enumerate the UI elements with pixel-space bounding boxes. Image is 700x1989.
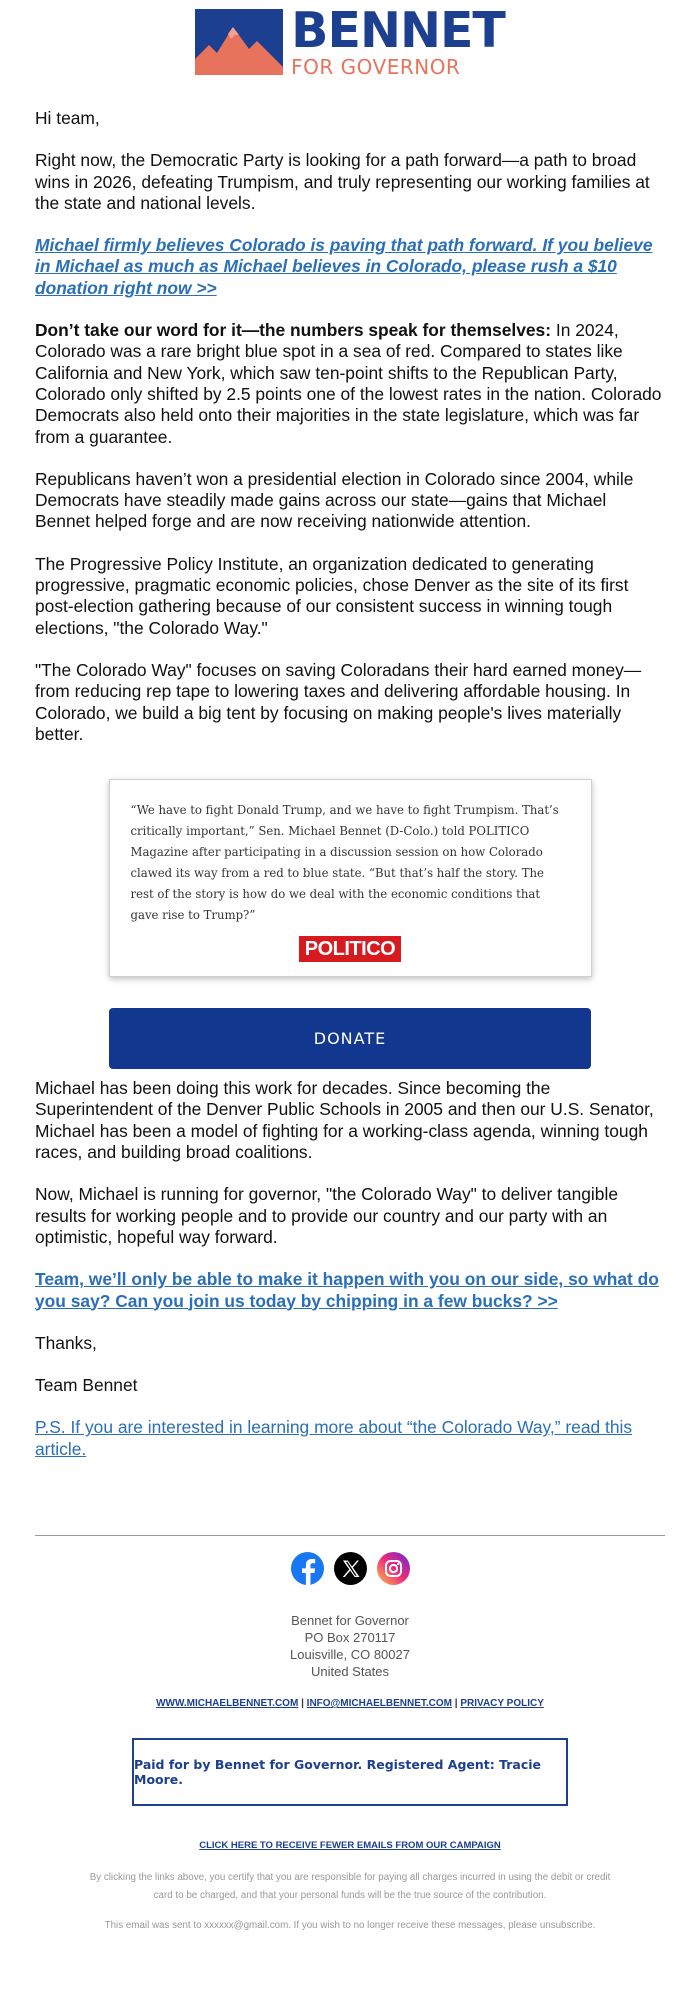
email-body — [0, 108, 700, 745]
paragraph-intro: Right now, the Democratic Party is looking for a path forward—a path to broad wins in 2026, defeating Trumpism, and truly representing our working families at the state and national levels. — [35, 150, 650, 213]
address-org: Bennet for Governor — [291, 1612, 409, 1628]
sent-to-notice: This email was sent to xxxxxx@gmail.com. If you wish to no longer receive these messages, please unsubscribe. — [104, 1919, 596, 1931]
instagram-icon[interactable] — [377, 1552, 410, 1585]
paragraph-numbers-lead: Don’t take our word for it—the numbers speak for themselves: — [35, 320, 552, 341]
mailing-address — [0, 1612, 700, 1680]
logo-name: BENNET — [291, 2, 505, 59]
header — [0, 0, 700, 108]
social-links — [0, 1552, 700, 1585]
quote-text: “We have to fight Donald Trump, and we have to fight Trumpism. That’s critically important,” Sen. Michael Bennet (D-Colo.) told POLITICO Magazine after participating in a discussion session on how Colorado clawed its way from a red to blue state. “But that’s half the story. The rest of the story is how do we deal with the economic conditions that gave rise to Trump?” — [130, 803, 559, 923]
paragraph-decades: Michael has been doing this work for decades. Since becoming the Superintendent of the Denver Public Schools in 2005 and then our U.S. Senator, Michael has been a model of fighting for a working-class agenda, winning tough races, and building broad coalitions. — [35, 1078, 654, 1163]
email-link[interactable]: INFO@MICHAELBENNET.COM — [306, 1697, 452, 1709]
politico-logo: POLITICO — [299, 936, 401, 962]
donate-link-chip-in[interactable]: Team, we’ll only be able to make it happen with you on our side, so what do you say? Can you join us today by chipping in a few bucks? >> — [35, 1269, 659, 1311]
link-separator: | — [454, 1697, 458, 1709]
campaign-logo[interactable] — [195, 2, 505, 79]
signature: Team Bennet — [35, 1375, 138, 1396]
closing-thanks: Thanks, — [35, 1332, 97, 1353]
paragraph-ppi: The Progressive Policy Institute, an organization dedicated to generating progressive, pragmatic economic policies, chose Denver as the site of its first post-election gathering because of our consistent success in winning tough elections, "the Colorado Way." — [35, 553, 629, 638]
paragraph-republicans: Republicans haven’t won a presidential election in Colorado since 2004, while Democrats have steadily made gains across our state—gains that Michael Bennet helped forge and are now receiving nationwide attention. — [35, 468, 634, 532]
website-link[interactable]: WWW.MICHAELBENNET.COM — [156, 1697, 299, 1709]
politico-quote-card — [109, 779, 592, 977]
paragraph-numbers — [35, 320, 665, 448]
link-separator: | — [301, 1697, 304, 1709]
paragraph-colorado-way: "The Colorado Way" focuses on saving Coloradans their hard earned money—from reducing rep tape to lowering taxes and delivering affordable housing. In Colorado, we build a big tent by focusing on making people's lives materially better. — [35, 659, 642, 744]
address-city: Louisville, CO 80027 — [290, 1646, 410, 1662]
address-po-box: PO Box 270117 — [304, 1629, 396, 1645]
mountain-logo-icon — [195, 9, 283, 75]
paid-for-disclaimer: Paid for by Bennet for Governor. Registered Agent: Tracie Moore. — [132, 1738, 568, 1806]
footer — [0, 1535, 700, 1931]
address-country: United States — [310, 1663, 390, 1679]
privacy-policy-link[interactable]: PRIVACY POLICY — [460, 1697, 544, 1709]
facebook-icon[interactable] — [291, 1552, 324, 1585]
donate-link-10[interactable]: Michael firmly believes Colorado is paving that path forward. If you believe in Michael as much as Michael believes in Colorado, please rush a $10 donation right now >> — [35, 235, 653, 298]
footer-links — [0, 1698, 700, 1709]
paragraph-numbers-body: In 2024, Colorado was a rare bright blue spot in a sea of red. Compared to states like California and New York, which saw ten-point shifts to the Republican Party, Colorado only shifted by 2.5 points one of the lowest rates in the nation. Colorado Democrats also held onto their majorities in the state legislature, which was far from a guarantee. — [35, 320, 662, 447]
fewer-emails-link[interactable]: CLICK HERE TO RECEIVE FEWER EMAILS FROM OUR CAMPAIGN — [199, 1839, 501, 1851]
email-body-continued — [0, 1078, 700, 1460]
donate-button[interactable]: DONATE — [109, 1008, 591, 1069]
footer-divider — [35, 1535, 665, 1536]
ps-article-link[interactable]: P.S. If you are interested in learning more about “the Colorado Way,” read this article. — [35, 1417, 633, 1459]
paragraph-governor: Now, Michael is running for governor, "the Colorado Way" to deliver tangible results for working people and to provide our country and our party with an optimistic, hopeful way forward. — [35, 1184, 618, 1247]
logo-subtitle: FOR GOVERNOR — [291, 55, 461, 79]
contribution-disclaimer: By clicking the links above, you certify that you are responsible for paying all charges incurred in using the debit or credit card to be charged, and that your personal funds will be the true source of the contribution. — [89, 1871, 611, 1901]
x-icon[interactable] — [334, 1552, 367, 1585]
greeting: Hi team, — [35, 108, 100, 128]
